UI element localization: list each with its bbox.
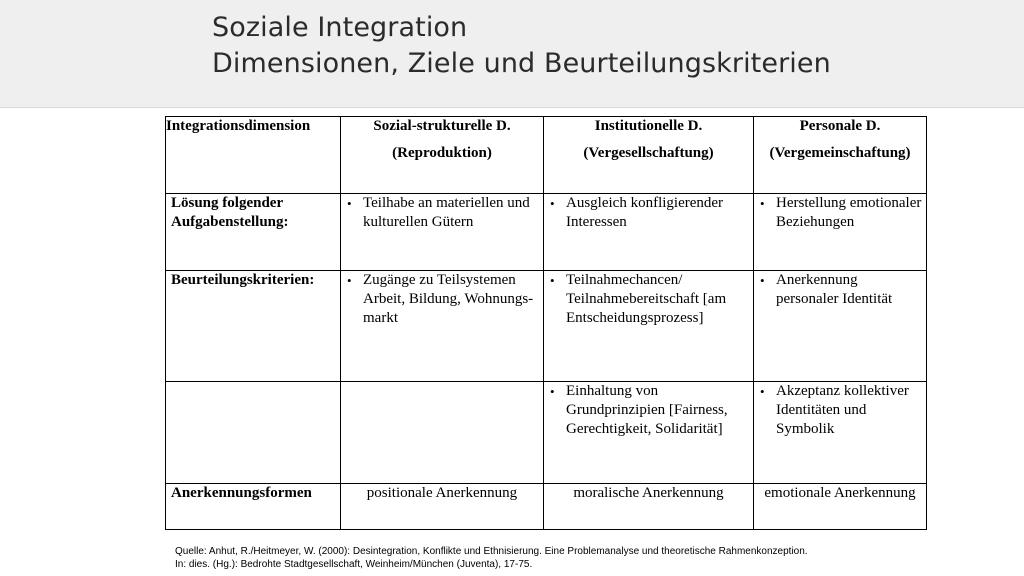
row-label: Anerkennungsformen (166, 484, 341, 530)
bullet-icon: • (550, 384, 555, 399)
table-cell: moralische Anerkennung (544, 484, 754, 530)
bullet-item (341, 194, 543, 232)
source-citation (175, 545, 808, 571)
bullet-text: Zugänge zu Teilsystemen Arbeit, Bildung, Wohnungs-markt (363, 272, 534, 326)
bullet-text: Ausgleich konfligierender Interessen (566, 195, 724, 230)
source-line: Quelle: Anhut, R./Heitmeyer, W. (2000): Desintegration, Konflikte und Ethnisierung. Eine Problemanalyse und theoretische Rahmenkonzeption. (175, 546, 808, 557)
bullet-item (544, 194, 753, 232)
bullet-item (544, 271, 753, 328)
header-col-sub: (Vergemeinschaftung) (769, 145, 911, 161)
slide-title: Soziale Integration (212, 12, 468, 43)
header-col-sub: (Reproduktion) (392, 145, 492, 161)
table-row-loesung (166, 194, 927, 271)
bullet-icon: • (347, 273, 352, 288)
row-label: Lösung folgender Aufgabenstellung: (166, 194, 341, 271)
title-band (0, 0, 1024, 108)
bullet-text: Akzeptanz kollektiver Identitäten und Symbolik (776, 383, 909, 437)
header-dimension-cell: Integrationsdimension (166, 117, 341, 194)
bullet-icon: • (347, 196, 352, 211)
slide-subtitle: Dimensionen, Ziele und Beurteilungskriterien (212, 48, 831, 79)
table-header-row (166, 117, 927, 194)
header-institutionell (544, 117, 754, 194)
empty-cell (166, 382, 341, 484)
table-cell: emotionale Anerkennung (754, 484, 927, 530)
header-col-name: Institutionelle D. (594, 118, 703, 134)
bullet-icon: • (550, 273, 555, 288)
bullet-text: Herstellung emotionaler Beziehungen (776, 195, 922, 230)
source-line: In: dies. (Hg.): Bedrohte Stadtgesellschaft, Weinheim/München (Juventa), 17-75. (175, 559, 533, 570)
bullet-item (754, 271, 926, 309)
table-cell (754, 194, 927, 271)
bullet-item (341, 271, 543, 328)
header-sozial-strukturell (341, 117, 544, 194)
header-col-name: Personale D. (799, 118, 881, 134)
table-row-anerkennung (166, 484, 927, 530)
header-personal (754, 117, 927, 194)
bullet-icon: • (760, 196, 765, 211)
table-cell (341, 194, 544, 271)
table-row-beurteilung (166, 271, 927, 382)
empty-cell (341, 382, 544, 484)
table-cell (754, 382, 927, 484)
bullet-text: Teilhabe an materiellen und kulturellen Gütern (363, 195, 530, 230)
header-col-sub: (Vergesellschaftung) (583, 145, 714, 161)
bullet-icon: • (760, 384, 765, 399)
bullet-item (754, 194, 926, 232)
table-cell (341, 271, 544, 382)
bullet-icon: • (550, 196, 555, 211)
bullet-text: Teilnahmechancen/ Teilnahmebereitschaft [am Entscheidungsprozess] (566, 272, 727, 326)
bullet-item (754, 382, 926, 439)
header-col-name: Sozial-strukturelle D. (373, 118, 511, 134)
table-cell (754, 271, 927, 382)
row-label: Beurteilungskriterien: (166, 271, 341, 382)
bullet-item (544, 382, 753, 439)
bullet-text: Einhaltung von Grundprinzipien [Fairness, Gerechtigkeit, Solidarität] (566, 383, 728, 437)
table-cell (544, 382, 754, 484)
bullet-icon: • (760, 273, 765, 288)
table-row-beurteilung-extra (166, 382, 927, 484)
table-cell (544, 194, 754, 271)
table-cell (544, 271, 754, 382)
table-cell: positionale Anerkennung (341, 484, 544, 530)
bullet-text: Anerkennung personaler Identität (776, 272, 893, 307)
integration-table (165, 116, 927, 530)
